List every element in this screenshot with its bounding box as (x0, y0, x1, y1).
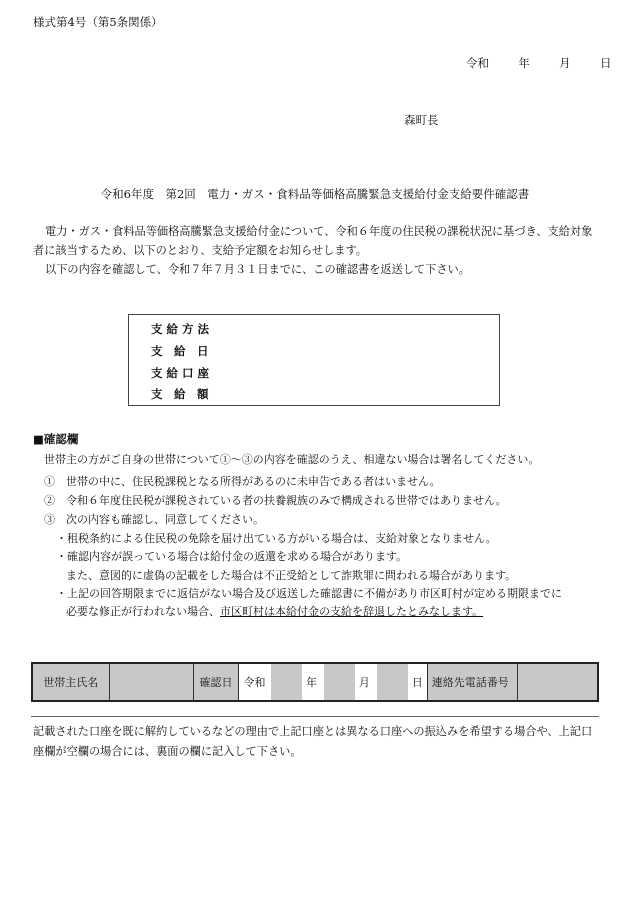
form-number: 様式第4号（第5条関係） (33, 15, 163, 29)
phone-label: 連絡先電話番号 (427, 663, 517, 701)
payment-amount-label: 支 給 額 (151, 387, 209, 401)
confirm-year-field[interactable] (271, 663, 302, 701)
declination-notice: 市区町村は本給付金の支給を辞退したとみなします。 (220, 605, 484, 618)
payment-method-label: 支 給 方 法 (151, 322, 210, 336)
confirmation-lead: 世帯主の方がご自身の世帯について①～③の内容を確認のうえ、相違ない場合は署名してください。 (44, 453, 540, 466)
confirmation-bullet-2-cont: また、意図的に虚偽の記載をした場合は不正受給として詐欺罪に問われる場合があります。 (66, 569, 517, 582)
confirm-date-era: 令和 (239, 663, 271, 701)
payment-info-box (128, 314, 500, 406)
document-date (466, 55, 611, 71)
confirm-month-label: 月 (355, 663, 377, 701)
signature-table (31, 662, 599, 702)
intro-paragraph-2: 以下の内容を確認して、令和７年７月３１日までに、この確認書を返送して下さい。 (45, 263, 470, 276)
date-year: 年 (518, 56, 530, 70)
confirmation-item-3: ③ 次の内容も確認し、同意してください。 (44, 513, 264, 526)
confirmation-bullet-1: ・租税条約による住民税の免除を届け出ている方がいる場合は、支給対象となりません。 (56, 532, 497, 545)
confirmation-item-1: ① 世帯の中に、住民税課税となる所得があるのに未申告である者はいません。 (44, 475, 441, 488)
confirmation-heading: ■確認欄 (33, 432, 79, 446)
confirm-day-label: 日 (408, 663, 428, 701)
payment-account-label: 支 給 口 座 (151, 366, 210, 380)
head-of-household-name-field[interactable] (109, 663, 193, 701)
bullet-3-cont-text: 必要な修正が行われない場合、 (66, 605, 220, 618)
date-day: 日 (599, 56, 612, 70)
confirmation-bullet-3: ・上記の回答期限までに返信がない場合及び返送した確認書に不備があり市区町村が定める期限までに (56, 587, 562, 600)
confirmation-bullet-2: ・確認内容が誤っている場合は給付金の返還を求める場合があります。 (56, 550, 408, 563)
confirmation-item-2: ② 令和６年度住民税が課税されている者の扶養親族のみで構成される世帯ではありません。 (44, 494, 507, 507)
confirmation-bullet-3-cont (66, 603, 483, 619)
intro-paragraph-1: 電力・ガス・食料品等価格高騰緊急支援給付金について、令和６年度の住民税の課税状況に基づき、支給対象者に該当するため、以下のとおり、支給予定額をお知らせします。 (33, 225, 593, 257)
confirm-date-label: 確認日 (193, 663, 239, 701)
confirm-year-label: 年 (302, 663, 324, 701)
document-title: 令和6年度 第2回 電力・ガス・食料品等価格高騰緊急支援給付金支給要件確認書 (100, 187, 530, 201)
signature-row (32, 663, 598, 701)
payment-date-label: 支 給 日 (151, 344, 209, 358)
head-of-household-label: 世帯主氏名 (32, 663, 109, 701)
footer-divider (31, 716, 599, 717)
addressee: 森町長 (404, 113, 439, 127)
confirm-day-field[interactable] (377, 663, 408, 701)
date-era: 令和 (466, 56, 489, 70)
date-month: 月 (559, 56, 571, 70)
confirm-month-field[interactable] (324, 663, 355, 701)
footer-note: 記載された口座を既に解約しているなどの理由で上記口座とは異なる口座への振込みを希望する場合や、上記口座欄が空欄の場合には、裏面の欄に記入して下さい。 (33, 725, 593, 758)
phone-field[interactable] (517, 663, 598, 701)
